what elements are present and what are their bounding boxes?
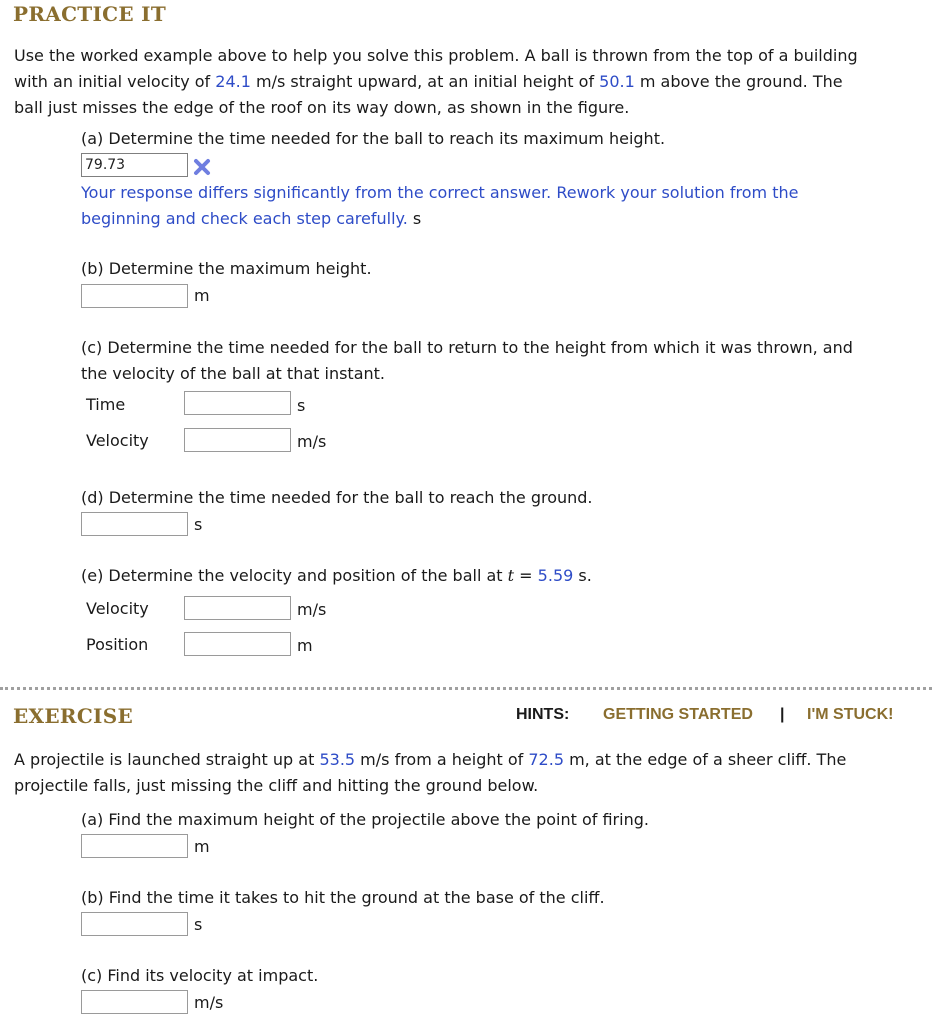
answer-a-unit: s xyxy=(412,209,422,228)
im-stuck-link[interactable]: I'M STUCK! xyxy=(807,706,894,723)
question-e: (e) Determine the velocity and position of the ball at t = 5.59 s. xyxy=(81,566,592,585)
answer-d-input[interactable] xyxy=(81,512,188,536)
answer-b-input[interactable] xyxy=(81,284,188,308)
feedback-message: Your response differs significantly from the correct answer. Rework your solution from the beginning and check each step carefully. s xyxy=(81,183,799,228)
x-mark-icon xyxy=(193,158,211,176)
answer-e-velocity-input[interactable] xyxy=(184,596,291,620)
answer-c-velocity-unit: m/s xyxy=(297,432,327,451)
exercise-title: EXERCISE xyxy=(13,704,133,728)
answer-b-unit: m xyxy=(194,286,210,305)
intro-line-2: with an initial velocity of 24.1 m/s straight upward, at an initial height of 50.1 m above the ground. The xyxy=(14,72,843,91)
t-value: 5.59 xyxy=(537,566,574,585)
answer-e-velocity-unit: m/s xyxy=(297,600,327,619)
position-label-e: Position xyxy=(86,635,149,654)
intro-line-3: ball just misses the edge of the roof on its way down, as shown in the figure. xyxy=(14,98,630,117)
exercise-question-a: (a) Find the maximum height of the projectile above the point of firing. xyxy=(81,810,649,829)
velocity-label-e: Velocity xyxy=(86,599,149,618)
time-label: Time xyxy=(86,395,126,414)
answer-a-input[interactable]: 79.73 xyxy=(81,153,188,177)
answer-e-position-input[interactable] xyxy=(184,632,291,656)
answer-c-time-input[interactable] xyxy=(184,391,291,415)
hints-separator: | xyxy=(780,706,785,723)
question-d: (d) Determine the time needed for the ball to reach the ground. xyxy=(81,488,593,507)
practice-title: PRACTICE IT xyxy=(13,2,166,26)
answer-e-position-unit: m xyxy=(297,636,313,655)
velocity-label: Velocity xyxy=(86,431,149,450)
initial-height-value: 50.1 xyxy=(599,72,635,91)
question-b: (b) Determine the maximum height. xyxy=(81,259,372,278)
answer-c-time-unit: s xyxy=(297,396,306,415)
section-divider xyxy=(0,687,932,690)
exercise-answer-a-unit: m xyxy=(194,837,210,856)
practice-intro xyxy=(14,43,924,121)
exercise-answer-b-unit: s xyxy=(194,915,203,934)
exercise-answer-c-input[interactable] xyxy=(81,990,188,1014)
t-variable: t xyxy=(507,566,515,585)
question-c: (c) Determine the time needed for the ball to return to the height from which it was thrown, and the velocity of the ball at that instant. xyxy=(81,338,853,383)
exercise-answer-c-unit: m/s xyxy=(194,993,224,1012)
launch-velocity-value: 53.5 xyxy=(319,750,356,769)
launch-height-value: 72.5 xyxy=(528,750,564,769)
initial-velocity-value: 24.1 xyxy=(215,72,251,91)
exercise-intro: A projectile is launched straight up at 53.5 m/s from a height of 72.5 m, at the edge of a sheer cliff. The projectile falls, just missing the cliff and hitting the ground below. xyxy=(14,750,847,795)
question-a: (a) Determine the time needed for the ball to reach its maximum height. xyxy=(81,129,666,148)
exercise-question-c: (c) Find its velocity at impact. xyxy=(81,966,319,985)
exercise-answer-a-input[interactable] xyxy=(81,834,188,858)
exercise-question-b: (b) Find the time it takes to hit the ground at the base of the cliff. xyxy=(81,888,605,907)
answer-c-velocity-input[interactable] xyxy=(184,428,291,452)
answer-d-unit: s xyxy=(194,515,203,534)
exercise-answer-b-input[interactable] xyxy=(81,912,188,936)
intro-line-1: Use the worked example above to help you solve this problem. A ball is thrown from the top of a building xyxy=(14,46,858,65)
hints-label: HINTS: xyxy=(516,706,570,723)
getting-started-link[interactable]: GETTING STARTED xyxy=(603,706,753,723)
